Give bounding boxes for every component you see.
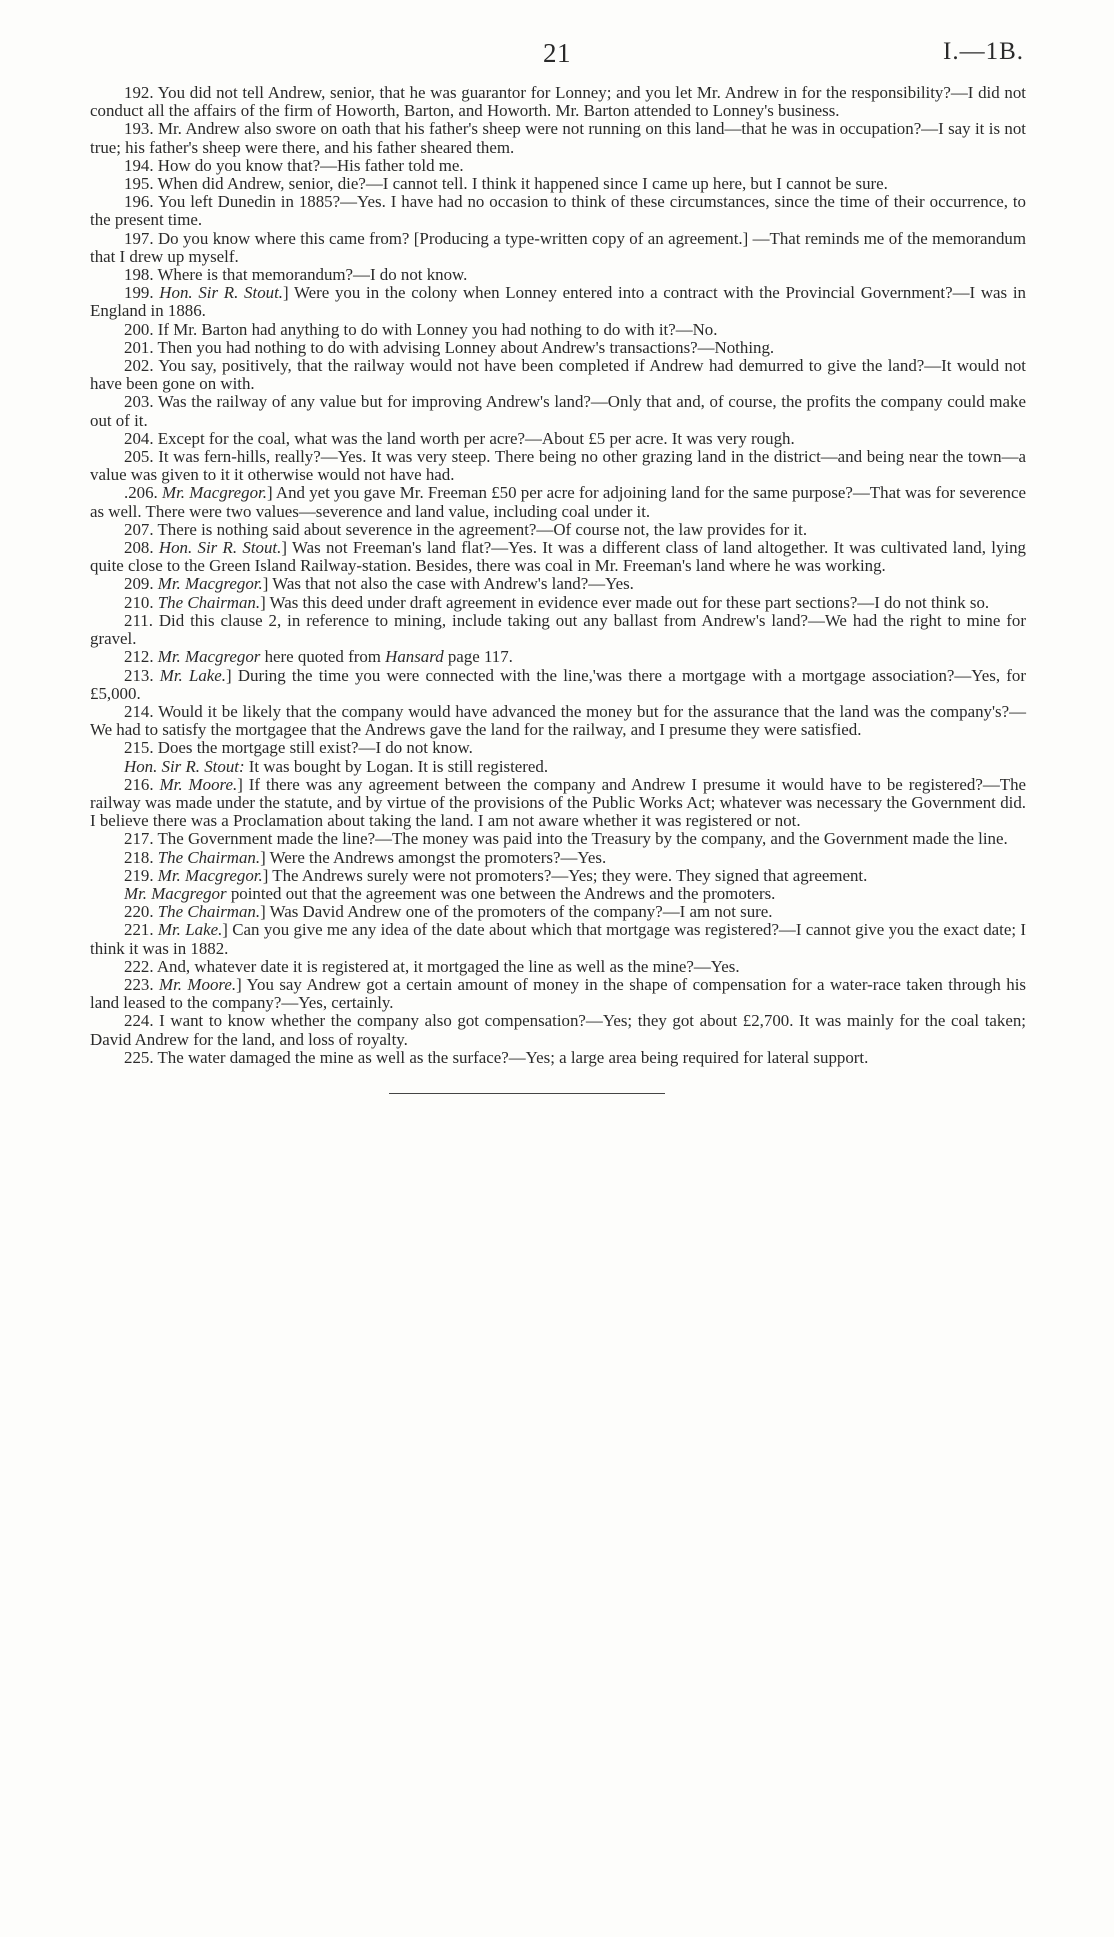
testimony-paragraph: [90, 739, 1026, 757]
paragraph-text: ] Was this deed under draft agreement in evidence ever made out for these part sections?—I do not think so.: [260, 592, 990, 612]
paragraph-text: 222. And, whatever date it is registered at, it mortgaged the line as well as the mine?—Yes.: [124, 956, 740, 976]
paragraph-text: 210.: [124, 592, 158, 612]
testimony-paragraph: [90, 903, 1026, 921]
testimony-paragraph: [90, 448, 1026, 484]
testimony-paragraph: [90, 867, 1026, 885]
paragraph-text: 214. Would it be likely that the company would have advanced the money but for the assurance that the land was the company's?—We had to satisfy the mortgagee that the Andrews gave the land for the railway, and I presume they were satisfied.: [90, 701, 1026, 740]
speaker-name: Mr. Moore.: [159, 774, 238, 794]
paragraph-text: 220.: [124, 902, 158, 922]
paragraph-text: 213.: [124, 665, 160, 685]
paragraph-text: ] Was not Freeman's land flat?—Yes. It was a different class of land altogether. It was cultivated land, lying quite close to the Green Island Railway-station. Besides, there was coal in Mr. Freeman's land where he was working.: [90, 538, 1027, 576]
paragraph-text: 203. Was the railway of any value but for improving Andrew's land?—Only that and, of course, the profits the company could make out of it.: [90, 392, 1026, 430]
paragraph-text: ] During the time you were connected with the line,'was there a mortgage with a mortgage association?—Yes, for £5,000.: [90, 665, 1026, 703]
speaker-name: The Chairman.: [157, 847, 261, 867]
paragraph-text: 209.: [124, 574, 158, 594]
paragraph-text: ] Were the Andrews amongst the promoters?—Yes.: [260, 847, 607, 867]
paragraph-text: ] If there was any agreement between the company and Andrew I presume it would have to be registered?—The railway was made under the statute, and by virtue of the provisions of the Public Works Act; whatever was necessary the Government did. I believe there was a Proclamation about taking the land. I am not aware whether it was registered or not.: [90, 774, 1027, 831]
paragraph-text: 199.: [124, 283, 160, 303]
testimony-paragraph: [90, 521, 1026, 539]
paragraph-text: 204. Except for the coal, what was the land worth per acre?—About £5 per acre. It was very rough.: [124, 428, 795, 448]
section-end-rule: [389, 1093, 665, 1094]
testimony-paragraph: [90, 958, 1026, 976]
paragraph-text: 225. The water damaged the mine as well as the surface?—Yes; a large area being required for lateral support.: [124, 1047, 869, 1067]
testimony-paragraph: [90, 430, 1026, 448]
testimony-paragraph: [90, 776, 1026, 831]
testimony-paragraph: [90, 758, 1026, 776]
paragraph-text: 207. There is nothing said about severence in the agreement?—Of course not, the law provides for it.: [124, 519, 808, 539]
paragraph-text: ] Can you give me any idea of the date about which that mortgage was registered?—I cannot give you the exact date; I think it was in 1882.: [90, 920, 1026, 958]
speaker-name: Mr. Macgregor.: [157, 574, 263, 594]
testimony-paragraph: [90, 1049, 1026, 1067]
paragraph-text: pointed out that the agreement was one between the Andrews and the promoters.: [226, 883, 776, 903]
paragraph-text: 216.: [124, 774, 160, 794]
paragraph-text: 223.: [124, 974, 159, 994]
paragraph-text: It was bought by Logan. It is still registered.: [244, 756, 549, 776]
testimony-paragraph: [90, 175, 1026, 193]
page-number: 21: [543, 38, 571, 68]
testimony-paragraph: [90, 1012, 1026, 1048]
paragraph-text: 212.: [124, 647, 158, 667]
testimony-paragraph: [90, 830, 1026, 848]
paragraph-text: 224. I want to know whether the company also got compensation?—Yes; they got about £2,700. It was mainly for the coal taken; David Andrew for the land, and loss of royalty.: [90, 1011, 1026, 1049]
testimony-paragraph: [90, 321, 1026, 339]
paragraph-text: 217. The Government made the line?—The money was paid into the Treasury by the company, and the Government made the line.: [124, 829, 1008, 849]
testimony-paragraph: [90, 648, 1026, 666]
testimony-paragraph: [90, 266, 1026, 284]
speaker-name: Mr. Moore.: [159, 974, 237, 994]
paragraph-text: .206.: [124, 483, 163, 503]
testimony-paragraph: [90, 357, 1026, 393]
speaker-name: Mr. Lake.: [157, 920, 223, 940]
testimony-paragraph: [90, 921, 1026, 957]
speaker-name: Mr. Lake.: [159, 665, 227, 685]
paragraph-text: ] Were you in the colony when Lonney entered into a contract with the Provincial Government?—I was in England in 1886.: [90, 283, 1026, 321]
document-reference: I.—1B.: [943, 38, 1024, 65]
paragraph-text: here quoted from: [260, 647, 386, 667]
testimony-body: [90, 84, 1026, 1067]
cited-source: Hansard: [385, 647, 444, 667]
paragraph-text: 221.: [124, 920, 158, 940]
testimony-paragraph: [90, 976, 1026, 1012]
speaker-name: The Chairman.: [157, 902, 261, 922]
testimony-paragraph: [90, 339, 1026, 357]
testimony-paragraph: [90, 157, 1026, 175]
paragraph-text: ] You say Andrew got a certain amount of money in the shape of compensation for a water-race taken through his land leased to the company?—Yes, certainly.: [90, 974, 1026, 1013]
paragraph-text: 219.: [124, 865, 158, 885]
speaker-name: Hon. Sir R. Stout.: [159, 283, 283, 303]
paragraph-text: ] Was David Andrew one of the promoters of the company?—I am not sure.: [260, 902, 773, 922]
paragraph-text: 218.: [124, 847, 158, 867]
testimony-paragraph: [90, 885, 1026, 903]
paragraph-text: page 117.: [443, 647, 513, 667]
paragraph-text: 196. You left Dunedin in 1885?—Yes. I have had no occasion to think of these circumstances, since the time of their occurrence, to the present time.: [90, 192, 1026, 230]
paragraph-text: 193. Mr. Andrew also swore on oath that his father's sheep were not running on this land—that he was in occupation?—I say it is not true; his father's sheep were there, and his father sheared them.: [90, 119, 1026, 157]
paragraph-text: 192. You did not tell Andrew, senior, that he was guarantor for Lonney; and you let Mr. Andrew in for the responsibility?—I did not conduct all the affairs of the firm of Howorth, Barton, and Howorth. Mr. Barton attended to Lonney's business.: [90, 83, 1026, 121]
testimony-paragraph: [90, 230, 1026, 266]
speaker-name: Mr. Macgregor.: [162, 483, 267, 503]
testimony-paragraph: [90, 849, 1026, 867]
paragraph-text: 215. Does the mortgage still exist?—I do not know.: [124, 738, 473, 758]
testimony-paragraph: [90, 84, 1026, 120]
paragraph-text: ] Was that not also the case with Andrew's land?—Yes.: [262, 574, 634, 594]
testimony-paragraph: [90, 284, 1026, 320]
testimony-paragraph: [90, 575, 1026, 593]
paragraph-text: 198. Where is that memorandum?—I do not know.: [124, 265, 468, 285]
paragraph-text: 197. Do you know where this came from? [Producing a type-written copy of an agreement.] —That reminds me of the memorandum that I drew up myself.: [90, 228, 1026, 266]
testimony-paragraph: [90, 594, 1026, 612]
testimony-paragraph: [90, 703, 1026, 739]
speaker-name: Mr. Macgregor: [157, 647, 261, 667]
testimony-paragraph: [90, 393, 1026, 429]
paragraph-text: 200. If Mr. Barton had anything to do with Lonney you had nothing to do with it?—No.: [124, 319, 718, 339]
testimony-paragraph: [90, 193, 1026, 229]
paragraph-text: 205. It was fern-hills, really?—Yes. It was very steep. There being no other grazing land in the district—and being near the town—a value was given to it it otherwise would not have had.: [90, 447, 1026, 485]
paragraph-text: 195. When did Andrew, senior, die?—I cannot tell. I think it happened since I came up here, but I cannot be sure.: [124, 174, 888, 194]
testimony-paragraph: [90, 539, 1026, 575]
paragraph-text: 211. Did this clause 2, in reference to mining, include taking out any ballast from Andrew's land?—We had the right to mine for gravel.: [90, 610, 1026, 649]
testimony-paragraph: [90, 612, 1026, 648]
paragraph-text: 208.: [124, 538, 159, 558]
page-header: [90, 38, 1024, 78]
speaker-name: Hon. Sir R. Stout:: [124, 756, 245, 776]
speaker-name: Mr. Macgregor: [124, 883, 227, 903]
paragraph-text: 194. How do you know that?—His father told me.: [124, 155, 464, 175]
speaker-name: The Chairman.: [157, 592, 261, 612]
paragraph-text: ] The Andrews surely were not promoters?—Yes; they were. They signed that agreement.: [262, 865, 868, 885]
testimony-paragraph: [90, 667, 1026, 703]
testimony-paragraph: [90, 484, 1026, 520]
paragraph-text: 201. Then you had nothing to do with advising Lonney about Andrew's transactions?—Nothing.: [124, 337, 775, 357]
paragraph-text: 202. You say, positively, that the railway would not have been completed if Andrew had demurred to give the land?—It would not have been gone on with.: [90, 356, 1026, 394]
paragraph-text: ] And yet you gave Mr. Freeman £50 per acre for adjoining land for the same purpose?—That was for severence as well. There were two values—severence and land value, including coal under it.: [90, 483, 1026, 521]
speaker-name: Mr. Macgregor.: [157, 865, 263, 885]
speaker-name: Hon. Sir R. Stout.: [158, 538, 282, 558]
testimony-paragraph: [90, 120, 1026, 156]
